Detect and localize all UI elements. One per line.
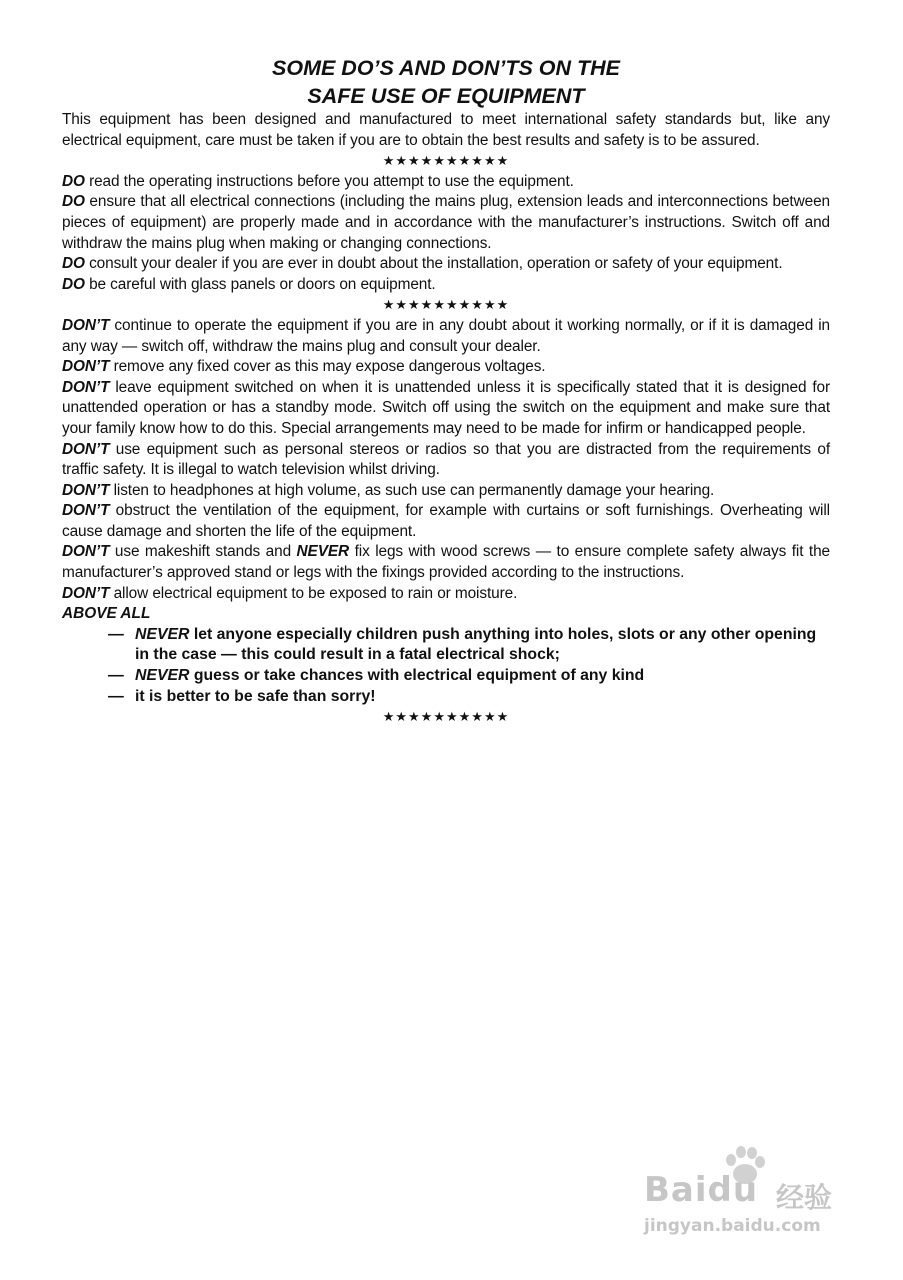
dont-text: remove any fixed cover as this may expose dangerous voltages. xyxy=(109,358,546,376)
dont-keyword: DON’T xyxy=(62,584,110,602)
watermark-cn: 经验 xyxy=(776,1181,833,1214)
document-page xyxy=(62,54,830,728)
star-divider-3: ★★★★★★★★★★ xyxy=(382,709,510,725)
do-text: be careful with glass panels or doors on equipment. xyxy=(84,275,436,293)
dont-item-5 xyxy=(62,481,830,502)
page-title xyxy=(62,54,830,110)
do-keyword: DO xyxy=(62,172,85,190)
star-divider-2: ★★★★★★★★★★ xyxy=(382,297,510,313)
dash: — xyxy=(108,625,124,643)
do-text: consult your dealer if you are ever in doubt about the installation, operation or safety of your equipment. xyxy=(84,255,783,273)
dont-keyword: DON’T xyxy=(62,502,110,520)
above-all-bullet-1 xyxy=(62,625,830,666)
dont-keyword: DON’T xyxy=(62,440,110,458)
dash: — xyxy=(108,687,124,705)
dont-keyword: DON’T xyxy=(62,316,110,334)
do-item-4 xyxy=(62,275,830,296)
do-item-3 xyxy=(62,254,830,275)
dont-item-2 xyxy=(62,357,830,378)
dont-item-7 xyxy=(62,542,830,583)
above-all-bullet-3 xyxy=(62,687,830,708)
dont-keyword: DON’T xyxy=(62,543,110,561)
above-all-heading: ABOVE ALL xyxy=(62,605,151,623)
dont-item-4 xyxy=(62,440,830,481)
watermark-brand: Baidu xyxy=(644,1170,759,1210)
dont-item-6 xyxy=(62,501,830,542)
baidu-watermark xyxy=(638,1142,858,1252)
bullet-text: guess or take chances with electrical equipment of any kind xyxy=(189,667,645,685)
never-keyword: NEVER xyxy=(135,625,190,643)
dont-text: obstruct the ventilation of the equipment, for example with curtains or soft furnishings. Overheating will cause damage and shorten the life of the equipment. xyxy=(62,502,830,540)
dont-keyword: DON’T xyxy=(62,378,110,396)
never-keyword: NEVER xyxy=(296,543,350,561)
bullet-text: it is better to be safe than sorry! xyxy=(135,687,376,705)
dont-text: continue to operate the equipment if you are in any doubt about it working normally, or if it is damaged in any way — switch off, withdraw the mains plug and consult your dealer. xyxy=(62,316,830,355)
do-keyword: DO xyxy=(62,193,85,211)
dont-text: fix legs with wood screws — to ensure complete safety always fit the manufacturer’s approved stand or legs with the fixings provided according to the instructions. xyxy=(62,543,830,582)
above-all-bullet-2 xyxy=(62,666,830,687)
bullet-text: let anyone especially children push anything into holes, slots or any other opening in the case — this could result in a fatal electrical shock; xyxy=(135,625,817,664)
dash: — xyxy=(108,667,124,685)
dont-text: allow electrical equipment to be exposed to rain or moisture. xyxy=(109,584,518,602)
title-line-2: SAFE USE OF EQUIPMENT xyxy=(307,84,585,108)
never-keyword: NEVER xyxy=(135,667,190,685)
dont-keyword: DON’T xyxy=(62,358,110,376)
dont-item-8 xyxy=(62,584,830,605)
title-line-1: SOME DO’S AND DON’TS ON THE xyxy=(272,56,620,80)
do-item-2 xyxy=(62,192,830,254)
dont-text: leave equipment switched on when it is unattended unless it is specifically stated that it is designed for unattended operation or has a standby mode. Switch off using the switch on the equipment and make sure that your family know how to do this. Special arrangements may need to be made for infirm or handicapped people. xyxy=(62,378,830,437)
dont-text: use makeshift stands and xyxy=(109,543,297,561)
watermark-url: jingyan.baidu.com xyxy=(644,1216,821,1236)
do-item-1 xyxy=(62,172,830,193)
intro-paragraph: This equipment has been designed and manufactured to meet international safety standards but, like any electrical equipment, care must be taken if you are to obtain the best results and safety is to be assured. xyxy=(62,111,830,149)
do-text: read the operating instructions before you attempt to use the equipment. xyxy=(84,172,574,190)
do-keyword: DO xyxy=(62,275,85,293)
dont-item-1 xyxy=(62,316,830,357)
do-text: ensure that all electrical connections (including the mains plug, extension leads and interconnections between pieces of equipment) are properly made and in accordance with the manufacturer’s instructions. Switch off and withdraw the mains plug when making or changing connections. xyxy=(62,193,830,252)
dont-item-3 xyxy=(62,378,830,440)
dont-keyword: DON’T xyxy=(62,481,110,499)
dont-text: use equipment such as personal stereos or radios so that you are distracted from the requirements of traffic safety. It is illegal to watch television whilst driving. xyxy=(62,440,830,479)
dont-text: listen to headphones at high volume, as such use can permanently damage your hearing. xyxy=(109,481,715,499)
do-keyword: DO xyxy=(62,255,85,273)
star-divider-1: ★★★★★★★★★★ xyxy=(382,153,510,169)
